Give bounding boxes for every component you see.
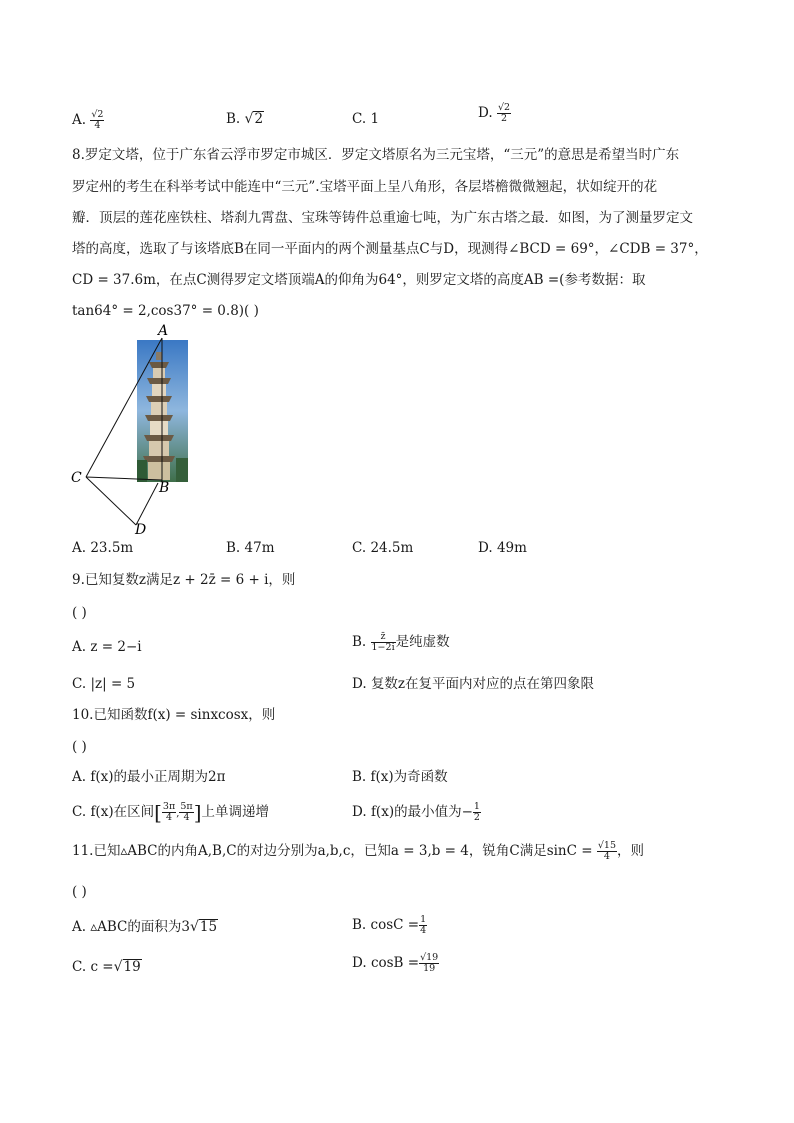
q10-option-b: B. f(x)为奇函数 xyxy=(352,769,448,785)
q11-option-a: A. ▵ABC的面积为3√15 xyxy=(72,919,218,935)
option-value: 1 xyxy=(370,111,380,127)
q7-option-d xyxy=(478,103,511,124)
pagoda-figure xyxy=(66,320,206,540)
option-letter: B. xyxy=(226,111,241,127)
q11-option-d: D. cosB = $\frac{√19}{19}$ xyxy=(352,952,439,974)
fraction: $\frac{√2}{2}$ xyxy=(497,102,511,124)
label-b: B xyxy=(159,480,170,496)
q10-option-a: A. f(x)的最小正周期为2π xyxy=(72,769,226,785)
q8-line-6: tan64° = 2,cos37° = 0.8)( ) xyxy=(72,303,259,319)
q9-option-d: D. 复数z在复平面内对应的点在第四象限 xyxy=(352,676,595,692)
line-bd xyxy=(136,483,158,525)
label-d: D xyxy=(135,522,147,538)
q10-option-d: D. f(x)的最小值为− $\frac{1}{2}$ xyxy=(352,801,480,823)
q7-option-c xyxy=(352,110,379,128)
fraction: $\frac{z̄}{1-2i}$ xyxy=(371,631,395,653)
q8-option-b: B. 47m xyxy=(226,540,275,556)
q11-option-b: B. cosC = $\frac{1}{4}$ xyxy=(352,914,427,936)
q9-option-c: C. |z| = 5 xyxy=(72,676,136,692)
label-c: C xyxy=(71,470,82,486)
q8-option-c: C. 24.5m xyxy=(352,540,414,556)
q7-option-a xyxy=(72,110,104,131)
q11-option-c: C. c =√19 xyxy=(72,959,141,975)
q8-option-a: A. 23.5m xyxy=(72,540,134,556)
fraction: $\frac{√2}{4}$ xyxy=(91,109,104,131)
q8-line-5: CD = 37.6m，在点C测得罗定文塔顶端A的仰角为64°，则罗定文塔的高度AB =(参考数据：取 xyxy=(72,272,646,288)
q8-line-3: 瓣．顶层的莲花座铁柱、塔刹九霄盘、宝珠等铸件总重逾七吨，为广东古塔之最．如图，为了测量罗定文 xyxy=(72,210,693,226)
radical-sign: √ xyxy=(244,111,254,127)
q10-option-c: C. f(x)在区间[ $\frac{3\pi}{4}$ , $\frac{5\pi}{4}$ ]上单调递增 xyxy=(72,800,269,825)
option-letter: C. xyxy=(352,111,367,127)
q7-option-b xyxy=(226,110,264,128)
option-letter: A. xyxy=(72,112,87,128)
radicand: 2 xyxy=(254,111,264,127)
q9-answer-paren: ( ) xyxy=(72,605,87,621)
q8-line-4: 塔的高度，选取了与该塔底B在同一平面内的两个测量基点C与D，现测得∠BCD = 69°，∠CDB = 37°， xyxy=(72,241,708,257)
line-cd xyxy=(86,477,136,525)
q11-stem: 11.已知▵ABC的内角A,B,C的对边分别为a,b,c，已知a = 3,b = 4，锐角C满足sinC = $\frac{√15}{4}$ ，则 xyxy=(72,840,645,862)
q9-stem: 9.已知复数z满足z + 2z̄ = 6 + i，则 xyxy=(72,572,296,588)
q9-option-b: B. $\frac{z̄}{1-2i}$ 是纯虚数 xyxy=(352,631,450,653)
option-letter: D. xyxy=(478,105,493,121)
q11-answer-paren: ( ) xyxy=(72,884,87,900)
q8-line-1: 8.罗定文塔，位于广东省云浮市罗定市城区．罗定文塔原名为三元宝塔，“三元”的意思是希望当时广东 xyxy=(72,147,680,163)
q9-option-a: A. z = 2−i xyxy=(72,639,142,655)
label-a: A xyxy=(158,323,169,339)
q8-line-2: 罗定州的考生在科举考试中能连中“三元”.宝塔平面上呈八角形，各层塔檐微微翘起，状如绽开的花 xyxy=(72,179,658,195)
q10-answer-paren: ( ) xyxy=(72,739,87,755)
q8-option-d: D. 49m xyxy=(478,540,527,556)
q10-stem: 10.已知函数f(x) = sinxcosx，则 xyxy=(72,707,276,723)
